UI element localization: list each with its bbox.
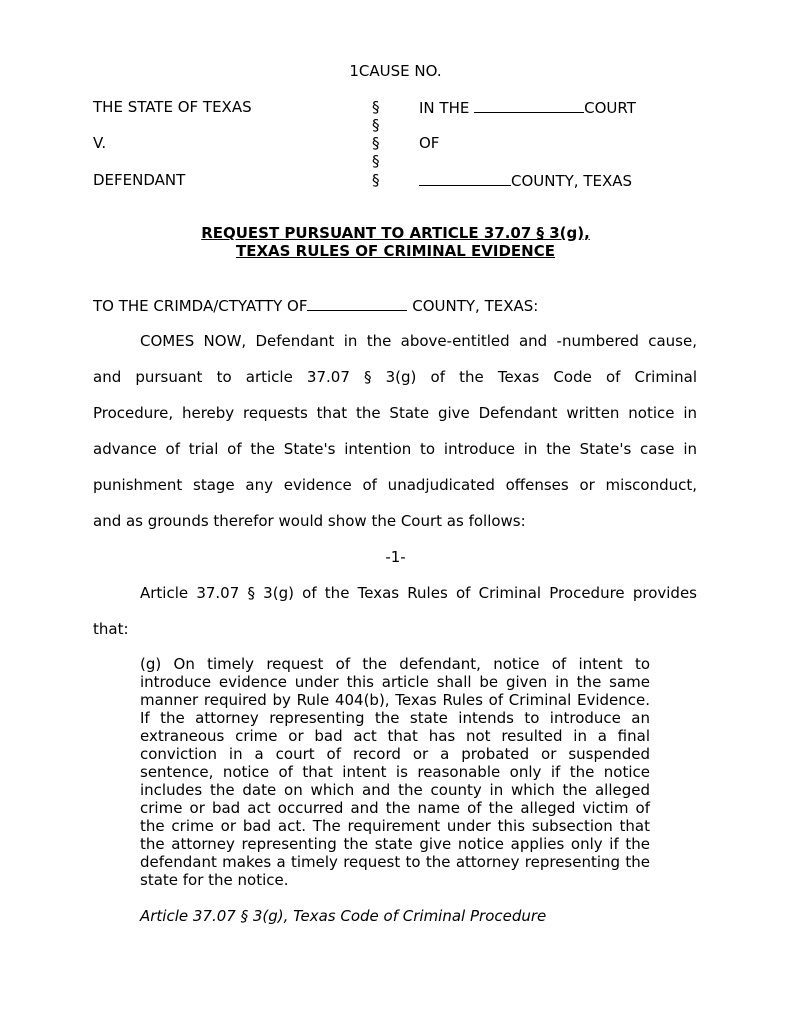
court-blank-field xyxy=(474,98,584,113)
paragraph-1-line: and as grounds therefor would show the Court as follows: xyxy=(93,512,526,530)
paragraph-1-line: COMES NOW, Defendant in the above-entitled and -numbered cause, xyxy=(140,332,697,350)
section-mark: § xyxy=(372,116,380,134)
caption-county-suffix: COUNTY, TEXAS xyxy=(511,172,633,190)
caption-county xyxy=(419,171,632,190)
section-mark: § xyxy=(372,98,380,116)
caption-court xyxy=(419,98,636,117)
document-title-line-1: REQUEST PURSUANT TO ARTICLE 37.07 § 3(g), xyxy=(201,224,590,242)
block-quote: (g) On timely request of the defendant, notice of intent to introduce evidence under this article shall be given in the same manner required by Rule 404(b), Texas Rules of Criminal Evidence. If the attorney representing the state intends to introduce an extraneous crime or bad act that has not resulted in a final conviction in a court of record or a probated or suspended sentence, notice of that intent is reasonable only if the notice includes the date on which and the county in which the alleged crime or bad act occurred and the name of the alleged victim of the crime or bad act. The requirement under this subsection that the attorney representing the state give notice applies only if the defendant makes a timely request to the attorney representing the state for the notice. xyxy=(140,655,650,889)
section-mark: § xyxy=(372,134,380,152)
paragraph-1-line: Procedure, hereby requests that the State give Defendant written notice in xyxy=(93,404,697,422)
paragraph-1-line: punishment stage any evidence of unadjudicated offenses or misconduct, xyxy=(93,476,697,494)
caption-defendant: DEFENDANT xyxy=(93,171,186,189)
citation: Article 37.07 § 3(g), Texas Code of Criminal Procedure xyxy=(140,907,547,925)
paragraph-2-line: that: xyxy=(93,620,129,638)
addressee-prefix: TO THE CRIMDA/CTYATTY OF xyxy=(93,297,308,315)
addressee-county-blank xyxy=(307,296,407,311)
paragraph-2-line: Article 37.07 § 3(g) of the Texas Rules of Criminal Procedure provides xyxy=(140,584,697,602)
caption-state: THE STATE OF TEXAS xyxy=(93,98,252,116)
caption-court-prefix: IN THE xyxy=(419,99,475,117)
caption-court-suffix: COURT xyxy=(584,99,636,117)
addressee-suffix: COUNTY, TEXAS: xyxy=(407,297,539,315)
paragraph-1-line: advance of trial of the State's intention to introduce in the State's case in xyxy=(93,440,697,458)
addressee xyxy=(93,296,538,315)
caption-versus: V. xyxy=(93,134,107,152)
caption-of: OF xyxy=(419,134,440,152)
section-mark: § xyxy=(372,171,380,189)
paragraph-1-line: and pursuant to article 37.07 § 3(g) of the Texas Code of Criminal xyxy=(93,368,697,386)
document-title-line-2: TEXAS RULES OF CRIMINAL EVIDENCE xyxy=(236,242,555,260)
cause-number: 1CAUSE NO. xyxy=(349,62,442,80)
section-mark: § xyxy=(372,152,380,170)
section-number: -1- xyxy=(385,548,406,566)
county-blank-field xyxy=(419,171,511,186)
